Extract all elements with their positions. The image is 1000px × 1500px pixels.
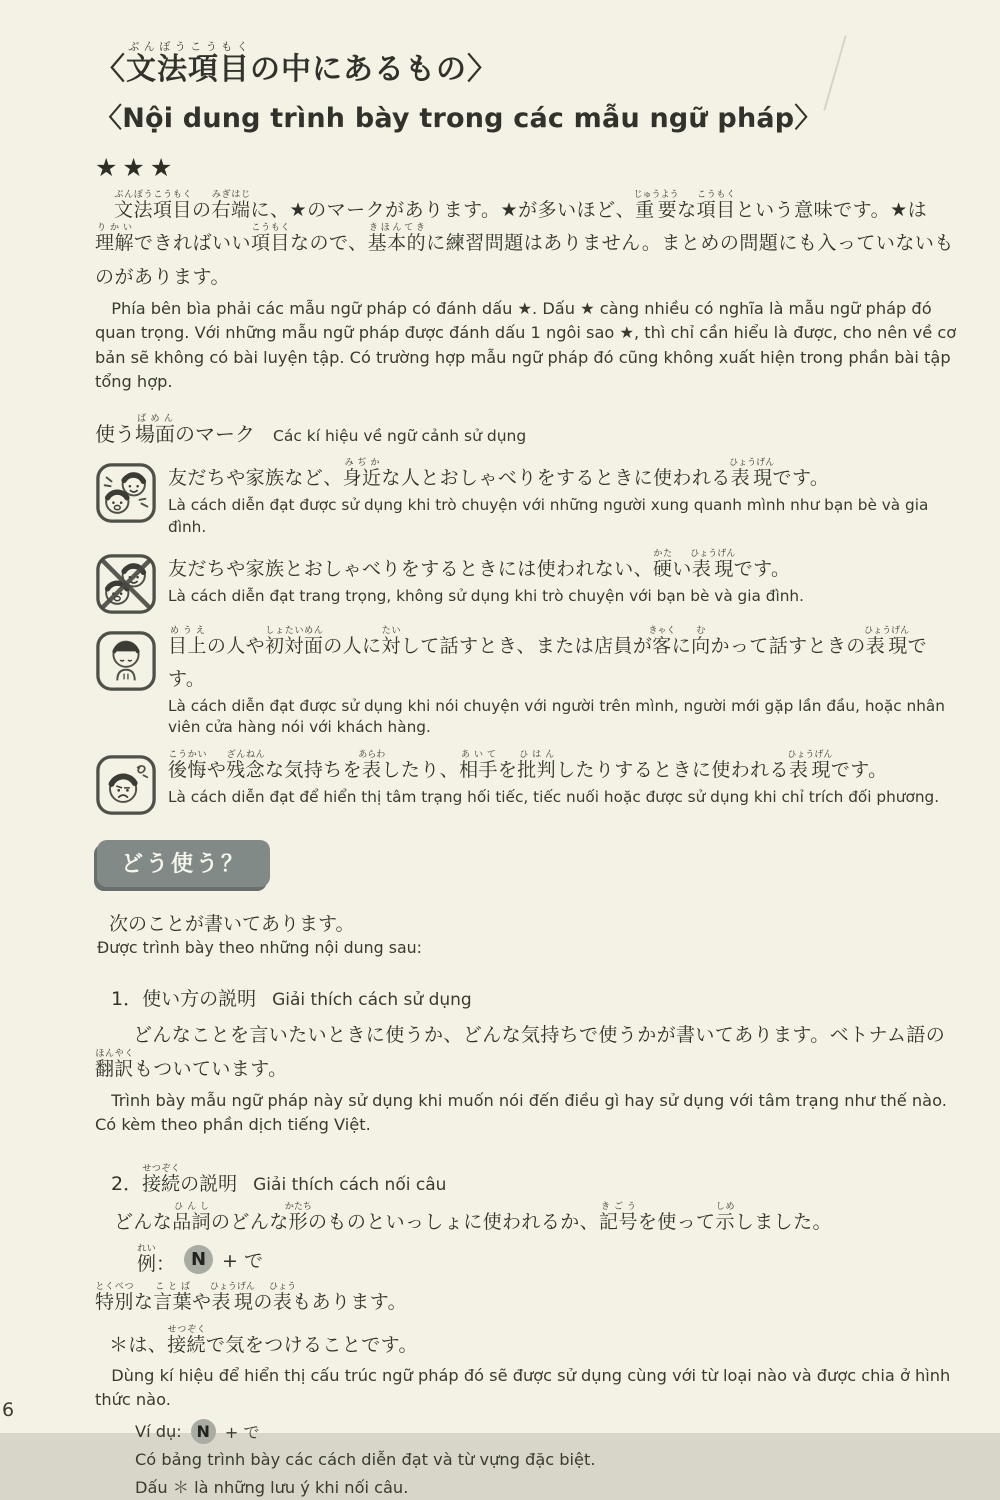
example-pattern: + で — [222, 1250, 263, 1273]
mark-description-vietnamese: Là cách diễn đạt được sử dụng khi trò chuyện với những người xung quanh mình như bạn bè và gia đình. — [168, 495, 929, 536]
item2-body-japanese: どんな品詞ひんしのどんな形かたちのものといっしょに使われるか、記号きごうを使って示しめしました。 — [114, 1201, 832, 1233]
marks-section-heading — [95, 414, 960, 447]
regret-criticism-icon — [95, 754, 157, 816]
noun-symbol-badge: N — [191, 1419, 216, 1444]
page-number: 6 — [2, 1399, 15, 1421]
noun-symbol-badge: N — [184, 1245, 213, 1274]
item2-note1-japanese: 特別とくべつな言葉ことばや表現ひょうげんの表ひょうもあります。 — [95, 1281, 408, 1313]
mark-row-polite — [95, 626, 960, 739]
usage-intro-vietnamese: Được trình bày theo những nội dung sau: — [97, 938, 422, 958]
item1-body-vietnamese: Trình bày mẫu ngữ pháp này sử dụng khi muốn nói đến điều gì hay sử dụng với tâm trạng như thế nào. Có kèm theo phần dịch tiếng Việt. — [95, 1090, 947, 1135]
mark-texts — [168, 626, 960, 739]
mark-row-casual — [95, 458, 960, 538]
item1-body-japanese: どんなことを言いたいときに使うか、どんな気持ちで使うかが書いてあります。ベトナム語の翻訳ほんやくもついています。 — [95, 1024, 946, 1081]
casual-speech-icon — [95, 462, 157, 524]
item2-note1-vietnamese: Có bảng trình bày các cách diễn đạt và từ vựng đặc biệt. — [135, 1449, 596, 1469]
item2-number: 2． — [111, 1172, 143, 1195]
mark-description-vietnamese: Là cách diễn đạt để hiển thị tâm trạng hối tiếc, tiếc nuối hoặc được sử dụng khi chỉ trích đối phương. — [168, 787, 940, 806]
connection-example-japanese — [137, 1244, 960, 1276]
mark-description-japanese: 友だちや家族とおしゃべりをするときには使われない、硬かたい表現ひょうげんです。 — [168, 549, 791, 581]
how-to-use-badge: どう使う？ — [97, 840, 270, 887]
mark-row-formal — [95, 549, 960, 615]
intro-paragraph-vietnamese: Phía bên bìa phải các mẫu ngữ pháp có đánh dấu ★. Dấu ★ càng nhiều có nghĩa là mẫu ngữ pháp đó quan trọng. Với những mẫu ngữ pháp được đánh dấu 1 ngôi sao ★, thì chỉ cần hiểu là được, cho nên về cơ bản sẽ không có bài luyện tập. Có trường hợp mẫu ngữ pháp đó cũng không xuất hiện trong phần bài tập tổng hợp. — [95, 298, 957, 391]
item1-number: 1． — [111, 988, 143, 1011]
item2-note2-vietnamese: Dấu ＊ là những lưu ý khi nối câu. — [135, 1477, 409, 1497]
mark-texts — [168, 458, 960, 538]
item1-heading-vietnamese: Giải thích cách sử dụng — [272, 990, 472, 1011]
mark-row-regret — [95, 750, 960, 816]
mark-texts — [168, 750, 960, 808]
item2-note2-japanese: ＊は、接続せつぞくで気をつけることです。 — [109, 1324, 418, 1356]
page-title-japanese: 〈文法項目ぶんぽうこうもくの中にあるもの〉 — [95, 40, 498, 87]
no-casual-speech-icon — [95, 553, 157, 615]
item2-body-vietnamese: Dùng kí hiệu để hiển thị cấu trúc ngữ pháp đó sẽ được sử dụng cùng với từ loại nào và được chia ở hình thức nào. — [95, 1366, 951, 1410]
item1-heading — [111, 983, 960, 1015]
mark-description-japanese: 友だちや家族など、身近みぢかな人とおしゃべりをするときに使われる表現ひょうげんです。 — [168, 458, 830, 490]
connection-example-vietnamese — [135, 1419, 960, 1444]
item1-heading-japanese: 使い方の説明 — [142, 988, 257, 1011]
marks-heading-japanese: 使う場面ばめんのマーク — [95, 414, 255, 447]
mark-description-vietnamese: Là cách diễn đạt được sử dụng khi nói chuyện với người trên mình, người mới gặp lần đầu, hoặc nhân viên cửa hàng nói với khách hàng. — [168, 696, 945, 737]
usage-intro-japanese: 次のことが書いてあります。 — [109, 913, 355, 936]
example-pattern: + で — [224, 1423, 260, 1443]
example-label-japanese: 例れい： — [137, 1243, 176, 1275]
page-title-vietnamese: 〈Nội dung trình bày trong các mẫu ngữ pháp〉 — [95, 102, 822, 134]
marks-heading-vietnamese: Các kí hiệu về ngữ cảnh sử dụng — [273, 427, 527, 446]
importance-stars: ★★★ — [95, 152, 178, 182]
polite-speech-icon — [95, 630, 157, 692]
item2-heading-vietnamese: Giải thích cách nối câu — [253, 1174, 447, 1195]
intro-paragraph-japanese: 文法項目ぶんぽうこうもくの右端みぎはじに、★のマークがあります。★が多いほど、重要じゅうような項目こうもくという意味です。★は理解りかいできればいい項目こうもくなので、基本的きほんてきに練習問題はありません。まとめの問題にも入っていないものがあります。 — [95, 189, 954, 289]
mark-texts — [168, 549, 960, 607]
item2-heading-japanese: 接続せつぞくの説明 — [142, 1163, 238, 1195]
item2-heading — [111, 1164, 960, 1200]
mark-description-vietnamese: Là cách diễn đạt trang trọng, không sử dụng khi trò chuyện với bạn bè và gia đình. — [168, 586, 804, 605]
mark-description-japanese: 後悔こうかいや残念ざんねんな気持ちを表あらわしたり、相手あいてを批判ひはんしたりするときに使われる表現ひょうげんです。 — [168, 750, 888, 782]
example-label-vietnamese: Ví dụ: — [135, 1421, 182, 1441]
mark-description-japanese: 目上めうえの人や初対面しょたいめんの人に対たいして話すとき、または店員が客きゃくに向むかって話すときの表現ひょうげんです。 — [168, 626, 928, 690]
